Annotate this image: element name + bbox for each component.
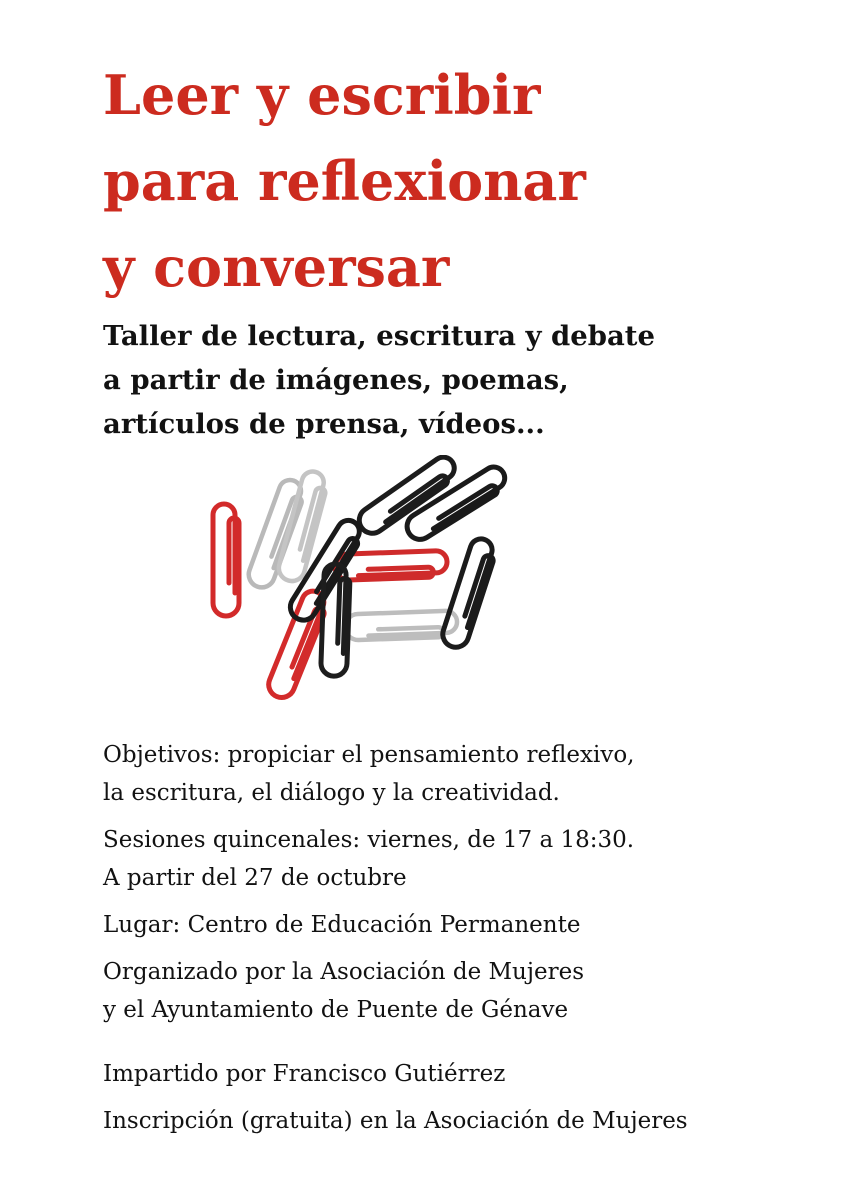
sessions-line: Sesiones quincenales: viernes, de 17 a 18:30. <box>103 827 635 853</box>
subtitle-line: Taller de lectura, escritura y debate <box>103 320 656 352</box>
registration <box>103 1102 823 1140</box>
organizer-line: y el Ayuntamiento de Puente de Génave <box>103 997 569 1023</box>
event-details <box>103 736 823 1149</box>
organizer-line: Organizado por la Asociación de Mujeres <box>103 959 585 985</box>
red-clip <box>213 504 239 616</box>
title-line: para reflexionar <box>103 149 586 213</box>
title-line: Leer y escribir <box>103 63 541 127</box>
objectives-line: la escritura, el diálogo y la creatividad. <box>103 780 560 806</box>
instructor <box>103 1055 823 1093</box>
place-line: Lugar: Centro de Educación Permanente <box>103 912 581 938</box>
subtitle-line: a partir de imágenes, poemas, <box>103 364 569 396</box>
poster-title <box>103 52 803 310</box>
instructor-line: Impartido por Francisco Gutiérrez <box>103 1061 506 1087</box>
objectives-line: Objetivos: propiciar el pensamiento reflexivo, <box>103 742 635 768</box>
paper-clips-illustration <box>160 455 580 715</box>
subtitle-line: artículos de prensa, vídeos... <box>103 408 545 440</box>
poster-subtitle <box>103 314 823 446</box>
registration-line: Inscripción (gratuita) en la Asociación de Mujeres <box>103 1108 688 1134</box>
objectives <box>103 736 823 812</box>
organizer <box>103 953 823 1029</box>
title-line: y conversar <box>103 235 450 299</box>
sessions-line: A partir del 27 de octubre <box>103 865 407 891</box>
place <box>103 906 823 944</box>
sessions <box>103 821 823 897</box>
